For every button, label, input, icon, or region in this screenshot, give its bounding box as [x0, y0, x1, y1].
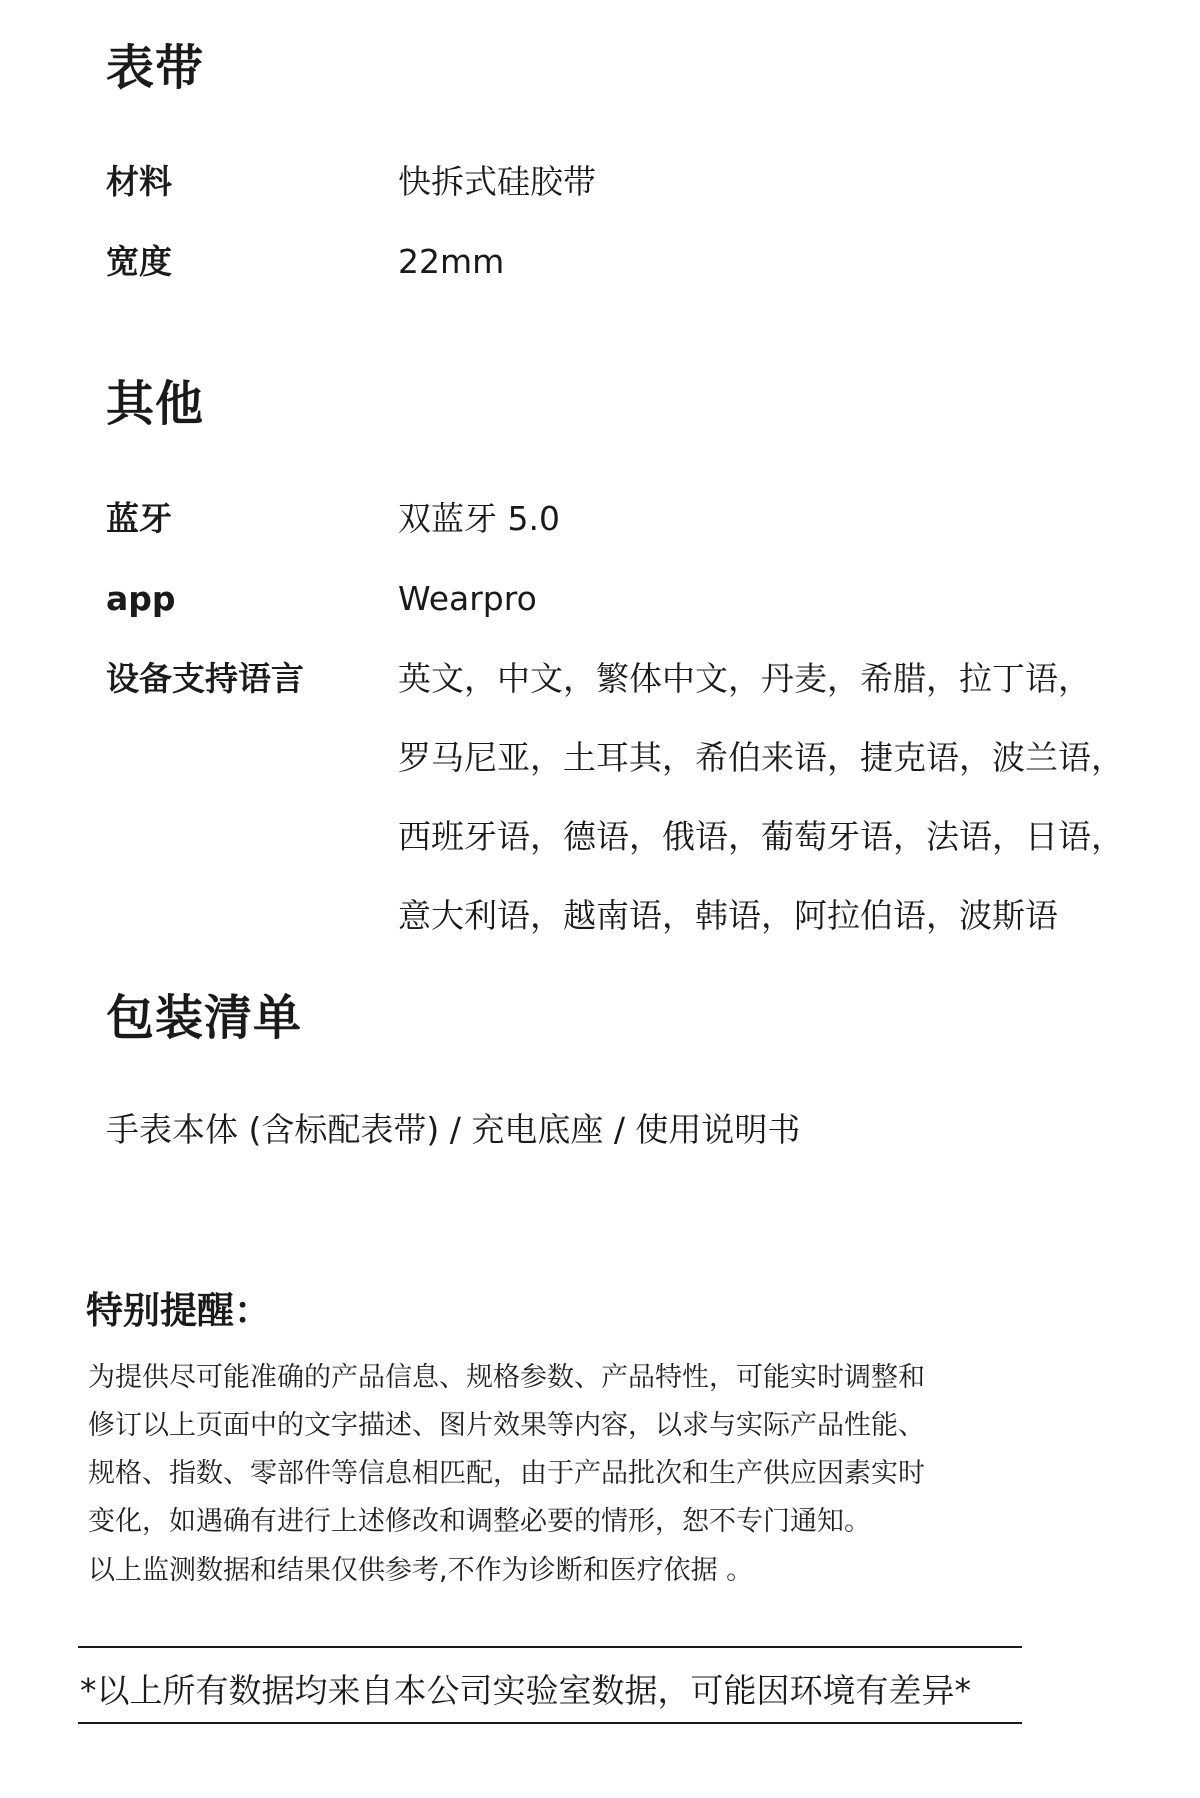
spec-label-width: 宽度 — [106, 242, 172, 281]
spec-label-app: app — [106, 579, 176, 618]
language-line: 英文，中文，繁体中文，丹麦，希腊，拉丁语， — [398, 659, 1091, 698]
section-title-strap: 表带 — [106, 40, 205, 96]
notice-title: 特别提醒： — [86, 1289, 271, 1332]
language-line: 西班牙语，德语，俄语，葡萄牙语，法语，日语， — [398, 817, 1124, 856]
spec-value-bluetooth: 双蓝牙 5.0 — [398, 499, 560, 538]
spec-value-app: Wearpro — [398, 579, 537, 618]
notice-line: 变化，如遇确有进行上述修改和调整必要的情形，恕不专门通知。 — [88, 1506, 871, 1537]
section-title-package: 包装清单 — [106, 990, 303, 1046]
spec-value-material: 快拆式硅胶带 — [398, 162, 596, 201]
notice-line: 修订以上页面中的文字描述、图片效果等内容，以求与实际产品性能、 — [88, 1410, 925, 1441]
notice-line: 规格、指数、零部件等信息相匹配，由于产品批次和生产供应因素实时 — [88, 1458, 925, 1489]
spec-value-width: 22mm — [398, 242, 505, 281]
section-title-other: 其他 — [106, 376, 205, 432]
notice-line: 以上监测数据和结果仅供参考,不作为诊断和医疗依据 。 — [88, 1555, 754, 1586]
spec-label-bluetooth: 蓝牙 — [106, 499, 172, 538]
divider-bottom — [78, 1722, 1022, 1724]
footer-disclaimer: *以上所有数据均来自本公司实验室数据，可能因环境有差异* — [80, 1671, 971, 1710]
language-line: 意大利语，越南语，韩语，阿拉伯语，波斯语 — [398, 896, 1058, 935]
notice-line: 为提供尽可能准确的产品信息、规格参数、产品特性，可能实时调整和 — [88, 1362, 925, 1393]
package-contents: 手表本体 (含标配表带) / 充电底座 / 使用说明书 — [106, 1110, 801, 1149]
spec-label-material: 材料 — [106, 162, 172, 201]
spec-label-languages: 设备支持语言 — [106, 659, 304, 698]
language-line: 罗马尼亚，土耳其，希伯来语，捷克语，波兰语， — [398, 738, 1124, 777]
divider-top — [78, 1646, 1022, 1648]
